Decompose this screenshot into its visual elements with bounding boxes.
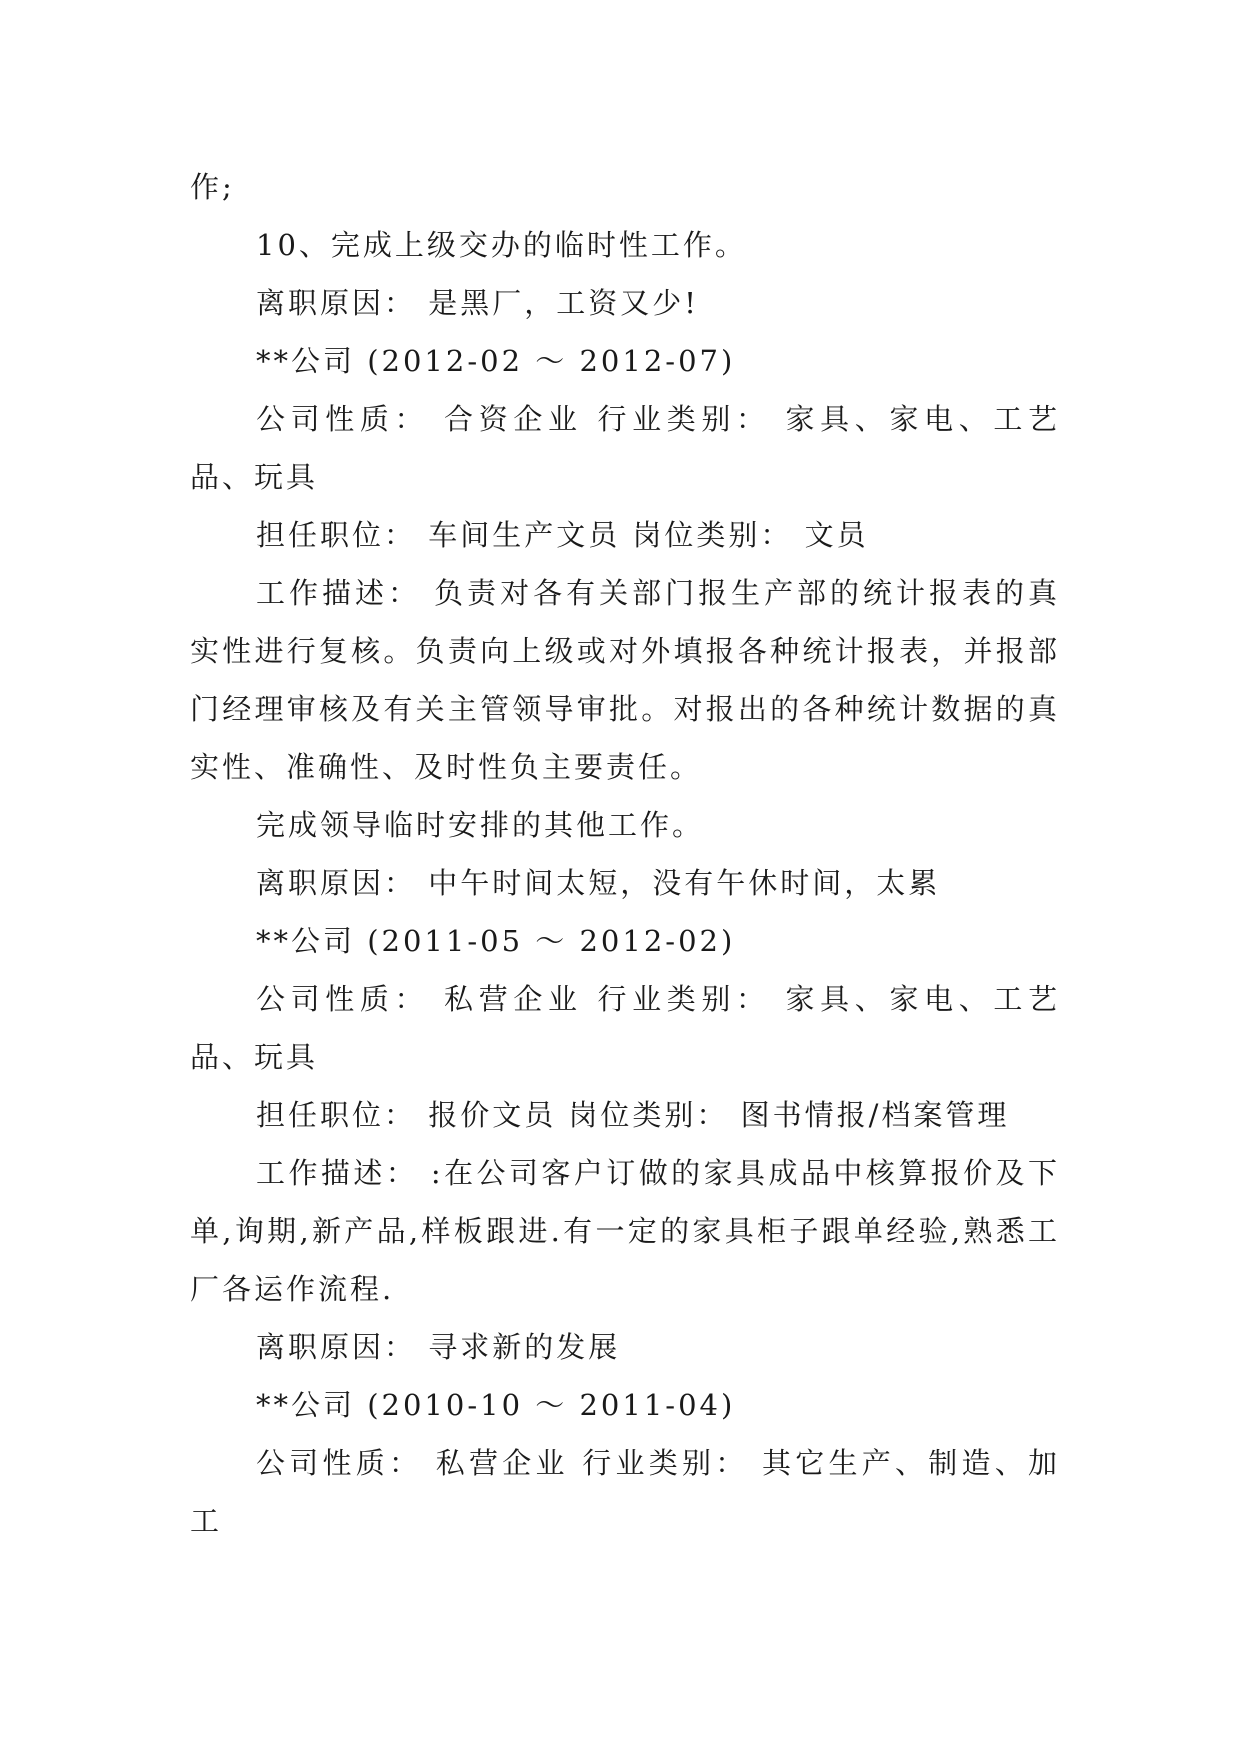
paragraph-leave-reason-2: 离职原因： 中午时间太短，没有午休时间，太累 [256,866,941,900]
paragraph-company-nature-2: 公司性质： 私营企业 行业类别： 家具、家电、工艺品、玩具 [190,982,1060,1074]
paragraph-company-2: **公司 (2011-05 ～ 2012-02) [256,924,736,958]
paragraph-leave-reason-1: 离职原因： 是黑厂，工资又少! [256,286,699,320]
paragraph-company-1: **公司 (2012-02 ～ 2012-07) [256,344,736,378]
paragraph-company-nature-1: 公司性质： 合资企业 行业类别： 家具、家电、工艺品、玩具 [190,402,1060,494]
paragraph-leave-reason-3: 离职原因： 寻求新的发展 [256,1330,621,1364]
paragraph-company-nature-3: 公司性质： 私营企业 行业类别： 其它生产、制造、加工 [190,1446,1060,1538]
paragraph-continuation: 作; [190,170,235,204]
paragraph-position-1: 担任职位： 车间生产文员 岗位类别： 文员 [256,518,869,552]
paragraph-duty-10: 10、完成上级交办的临时性工作。 [256,228,747,262]
paragraph-position-2: 担任职位： 报价文员 岗位类别： 图书情报/档案管理 [256,1098,1010,1132]
document-body [190,158,1060,1550]
paragraph-job-description-2: 工作描述： :在公司客户订做的家具成品中核算报价及下单,询期,新产品,样板跟进.有一定的家具柜子跟单经验,熟悉工厂各运作流程. [190,1156,1060,1306]
paragraph-company-3: **公司 (2010-10 ～ 2011-04) [256,1388,736,1422]
paragraph-job-description-1: 工作描述： 负责对各有关部门报生产部的统计报表的真实性进行复核。负责向上级或对外填报各种统计报表，并报部门经理审核及有关主管领导审批。对报出的各种统计数据的真实性、准确性、及时性负主要责任。 [190,576,1060,784]
paragraph-other-work: 完成领导临时安排的其他工作。 [256,808,705,842]
